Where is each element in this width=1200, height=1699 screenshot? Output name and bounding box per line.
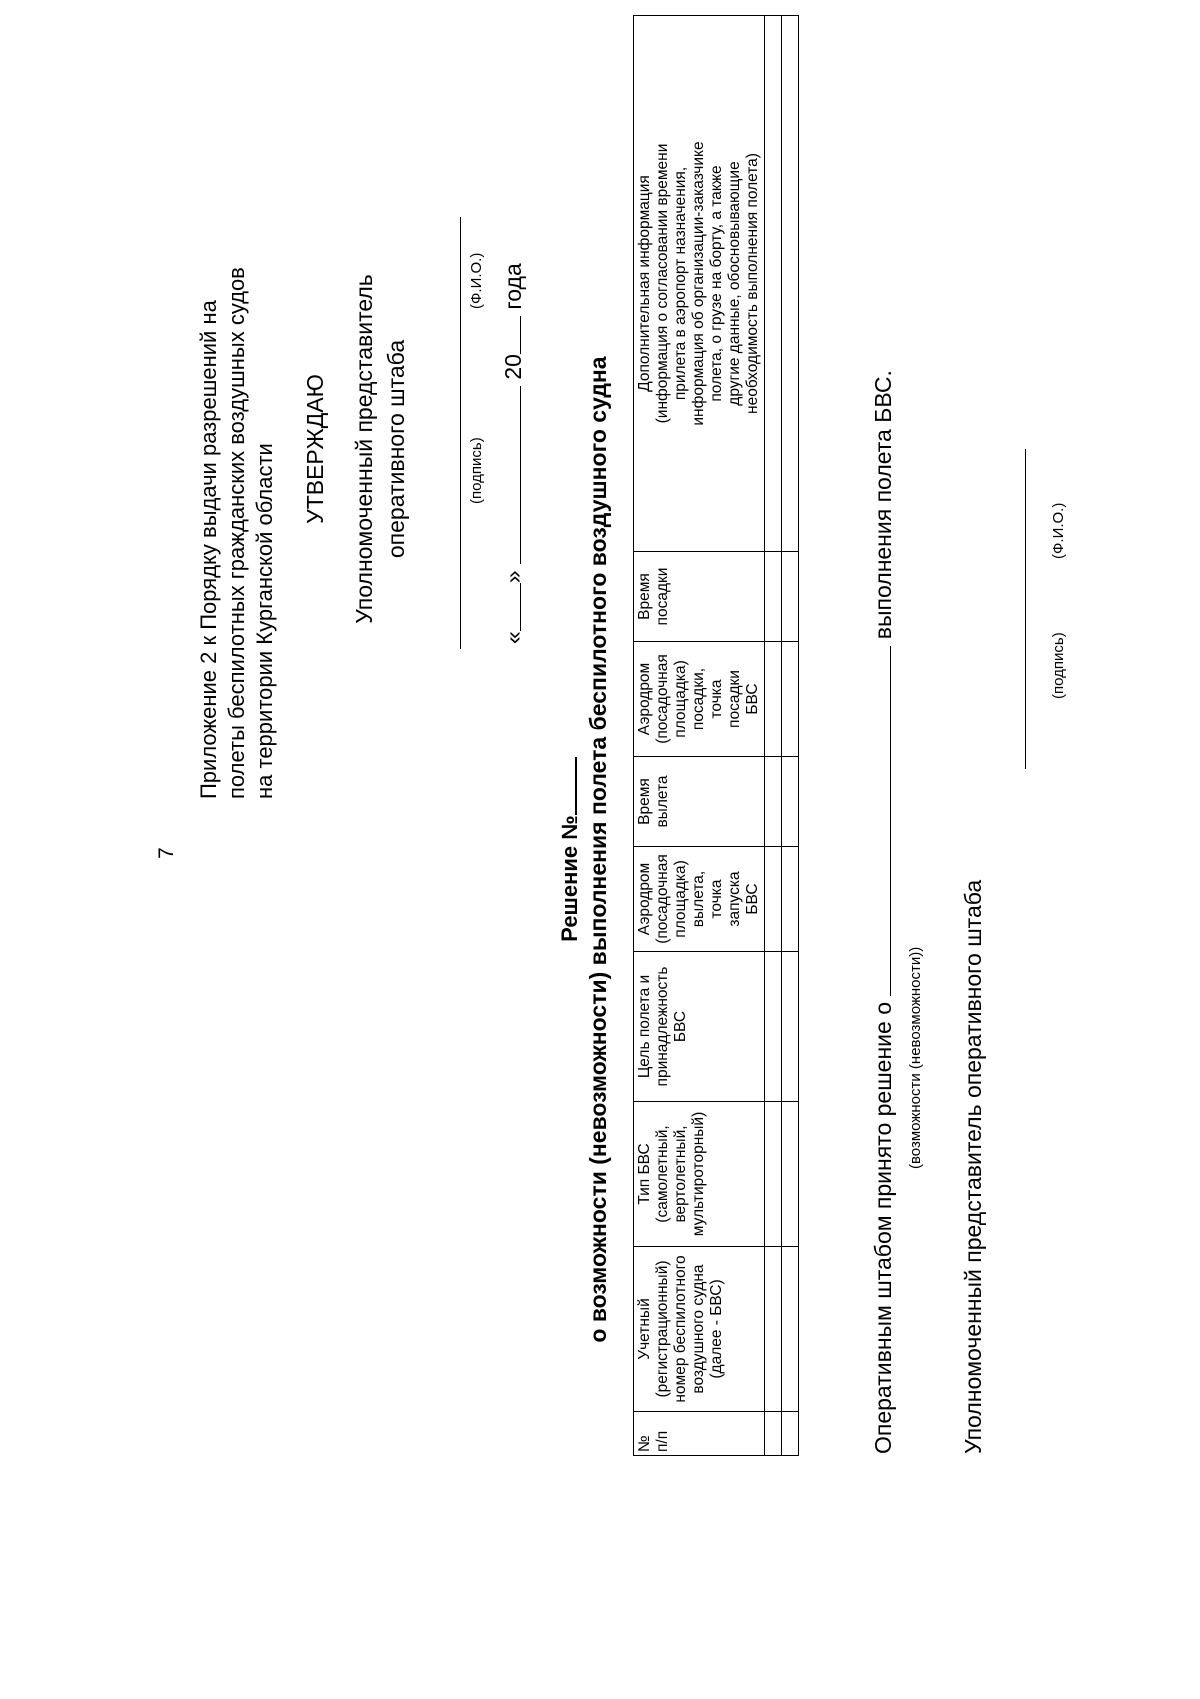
table-header-row (634, 16, 765, 1456)
year-suffix: года (500, 263, 526, 310)
header-cell-reg-number: Учетный (регистрационный) номер беспилотного воздушного судна (далее - БВС) (636, 1255, 725, 1403)
table-cell[interactable] (765, 1102, 782, 1247)
approver-signature-caption: (подпись) (468, 437, 485, 504)
quote-open: « (500, 631, 526, 644)
decision-number-label: Решение № (557, 815, 582, 942)
representative-signature-line[interactable] (1025, 449, 1026, 769)
header-cell-additional-info: Дополнительная информация (информация о согласовании времени прилета в аэропорт назначения, информация об организации-заказчике полета, о грузе на борту, а также другие данные, обосновывающие необходимость выполнения полета) (636, 141, 761, 426)
approver-title-line-2: оперативного штаба (383, 339, 409, 559)
page-number: 7 (155, 847, 178, 859)
decision-statement (870, 370, 897, 1454)
table-cell[interactable] (765, 847, 782, 952)
representative-fio-caption: (Ф.И.О.) (1050, 502, 1067, 559)
approver-fio-caption: (Ф.И.О.) (468, 252, 485, 309)
decision-outcome-caption: (возможности (невозможности)) (907, 946, 924, 1169)
table-cell[interactable] (782, 757, 799, 847)
table-cell[interactable] (782, 1412, 799, 1456)
table-row (782, 16, 799, 1456)
table-cell[interactable] (782, 642, 799, 757)
decision-subtitle: о возможности (невозможности) выполнения полета беспилотного воздушного судна (585, 356, 611, 1343)
table-cell[interactable] (765, 16, 782, 552)
table-cell[interactable] (782, 1247, 799, 1412)
approver-title-line-1: Уполномоченный представитель (351, 274, 377, 624)
approve-word: УТВЕРЖДАЮ (302, 374, 328, 524)
table-cell[interactable] (765, 1247, 782, 1412)
table-cell[interactable] (782, 1102, 799, 1247)
appendix-header (195, 159, 279, 799)
table-cell[interactable] (782, 952, 799, 1102)
table-cell[interactable] (782, 552, 799, 642)
table-cell[interactable] (765, 757, 782, 847)
header-cell-type: Тип БВС (самолетный, вертолетный, мультироторный) (636, 1111, 707, 1237)
month-field[interactable] (500, 386, 521, 564)
header-cell-departure-aerodrome: Аэродром (посадочная площадка) вылета, точка запуска БВС (636, 854, 761, 944)
approver-signature-line[interactable] (460, 217, 461, 649)
table-cell[interactable] (765, 952, 782, 1102)
table-cell[interactable] (765, 1412, 782, 1456)
representative-label: Уполномоченный представитель оперативного штаба (960, 879, 986, 1454)
appendix-line-3: на территории Курганской области (252, 443, 277, 799)
approval-date-row (500, 263, 527, 644)
appendix-line-1: Приложение 2 к Порядку выдачи разрешений на (196, 300, 221, 799)
header-cell-landing-time: Время посадки (636, 567, 671, 626)
header-cell-purpose: Цель полета и принадлежность БВС (636, 966, 689, 1087)
decision-title (555, 0, 583, 1699)
decision-number-field[interactable] (555, 757, 577, 815)
header-cell-landing-aerodrome: Аэродром (посадочная площадка) посадки, точка посадки БВС (636, 654, 761, 744)
representative-signature-caption: (подпись) (1050, 632, 1067, 699)
decision-suffix: выполнения полета БВС. (870, 370, 896, 640)
header-cell-number: № п/п (636, 1430, 671, 1452)
year-prefix: 20 (500, 354, 526, 380)
flight-table (633, 15, 799, 1456)
day-field[interactable] (500, 583, 521, 631)
table-cell[interactable] (782, 16, 799, 552)
table-row (765, 16, 782, 1456)
appendix-line-2: полеты беспилотных гражданских воздушных судов (224, 267, 249, 799)
table-cell[interactable] (765, 642, 782, 757)
table-cell[interactable] (765, 552, 782, 642)
table-cell[interactable] (782, 847, 799, 952)
quote-close: » (500, 570, 526, 584)
decision-outcome-field[interactable] (870, 646, 891, 996)
approval-block (300, 219, 412, 679)
year-field[interactable] (500, 316, 521, 354)
header-cell-departure-time: Время вылета (636, 775, 671, 828)
decision-prefix: Оперативным штабом принято решение о (870, 1002, 896, 1454)
